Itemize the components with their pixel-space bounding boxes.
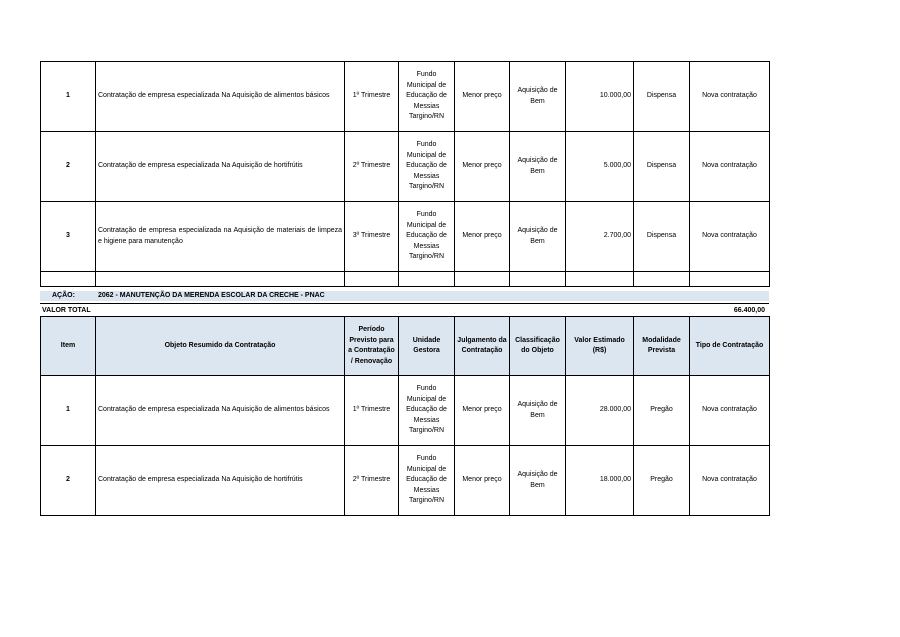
classification: Aquisição de Bem <box>510 62 566 132</box>
table-row <box>41 132 770 202</box>
classification: Aquisição de Bem <box>510 376 566 446</box>
estimated-value: 28.000,00 <box>566 376 634 446</box>
modality: Dispensa <box>634 62 690 132</box>
period: 1º Trimestre <box>345 376 399 446</box>
item-number: 3 <box>41 202 96 272</box>
header-period: Período Previsto para a Contratação / Renovação <box>345 317 399 376</box>
header-value: Valor Estimado (R$) <box>566 317 634 376</box>
modality: Dispensa <box>634 202 690 272</box>
contract-type: Nova contratação <box>690 62 770 132</box>
judgment: Menor preço <box>455 132 510 202</box>
object-description: Contratação de empresa especializada na Aquisição de materiais de limpeza e higiene para manutenção <box>96 202 345 272</box>
object-description: Contratação de empresa especializada Na Aquisição de hortifrútis <box>96 132 345 202</box>
total-value-amount: 66.400,00 <box>733 307 765 314</box>
header-contract-type: Tipo de Contratação <box>690 317 770 376</box>
table-row <box>41 202 770 272</box>
modality: Pregão <box>634 446 690 516</box>
action-label: AÇÃO: <box>52 292 75 299</box>
table-row <box>41 62 770 132</box>
total-value-label: VALOR TOTAL <box>42 307 91 314</box>
item-number: 2 <box>41 446 96 516</box>
header-judgment: Julgamento da Contratação <box>455 317 510 376</box>
header-item: Item <box>41 317 96 376</box>
contract-type: Nova contratação <box>690 132 770 202</box>
object-description: Contratação de empresa especializada Na Aquisição de alimentos básicos <box>96 376 345 446</box>
period: 2º Trimestre <box>345 132 399 202</box>
table-row <box>41 376 770 446</box>
classification: Aquisição de Bem <box>510 132 566 202</box>
estimated-value: 18.000,00 <box>566 446 634 516</box>
judgment: Menor preço <box>455 202 510 272</box>
empty-row <box>41 272 770 287</box>
estimated-value: 2.700,00 <box>566 202 634 272</box>
table-header-row <box>41 317 770 376</box>
contracts-table-2 <box>40 316 770 516</box>
header-object: Objeto Resumido da Contratação <box>96 317 345 376</box>
judgment: Menor preço <box>455 62 510 132</box>
item-number: 2 <box>41 132 96 202</box>
header-classification: Classificação do Objeto <box>510 317 566 376</box>
managing-unit: Fundo Municipal de Educação de Messias Targino/RN <box>399 62 455 132</box>
period: 2º Trimestre <box>345 446 399 516</box>
contract-type: Nova contratação <box>690 376 770 446</box>
managing-unit: Fundo Municipal de Educação de Messias Targino/RN <box>399 132 455 202</box>
judgment: Menor preço <box>455 446 510 516</box>
object-description: Contratação de empresa especializada Na Aquisição de hortifrútis <box>96 446 345 516</box>
contract-type: Nova contratação <box>690 446 770 516</box>
modality: Dispensa <box>634 132 690 202</box>
period: 1º Trimestre <box>345 62 399 132</box>
classification: Aquisição de Bem <box>510 202 566 272</box>
table-row <box>41 446 770 516</box>
header-modality: Modalidade Prevista <box>634 317 690 376</box>
header-unit: Unidade Gestora <box>399 317 455 376</box>
managing-unit: Fundo Municipal de Educação de Messias Targino/RN <box>399 202 455 272</box>
action-title: 2062 - MANUTENÇÃO DA MERENDA ESCOLAR DA CRECHE - PNAC <box>98 292 325 299</box>
estimated-value: 10.000,00 <box>566 62 634 132</box>
judgment: Menor preço <box>455 376 510 446</box>
contracts-table-1 <box>40 61 770 287</box>
period: 3º Trimestre <box>345 202 399 272</box>
managing-unit: Fundo Municipal de Educação de Messias Targino/RN <box>399 376 455 446</box>
action-banner <box>40 291 769 301</box>
object-description: Contratação de empresa especializada Na Aquisição de alimentos básicos <box>96 62 345 132</box>
modality: Pregão <box>634 376 690 446</box>
classification: Aquisição de Bem <box>510 446 566 516</box>
managing-unit: Fundo Municipal de Educação de Messias Targino/RN <box>399 446 455 516</box>
item-number: 1 <box>41 62 96 132</box>
contract-type: Nova contratação <box>690 202 770 272</box>
item-number: 1 <box>41 376 96 446</box>
estimated-value: 5.000,00 <box>566 132 634 202</box>
